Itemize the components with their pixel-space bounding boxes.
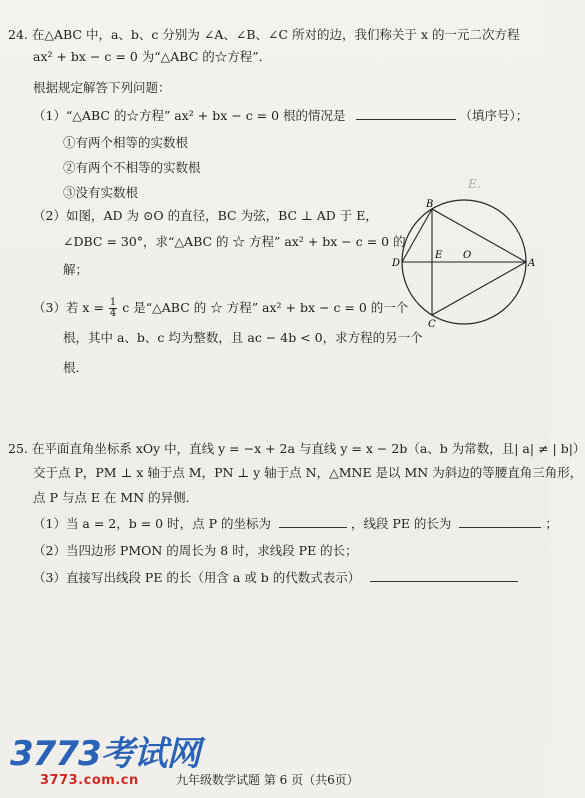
q25-part3-text: （3）直接写出线段 PE 的长（用含 a 或 b 的代数式表示） xyxy=(33,570,361,585)
q24-part1-text: （1）“△ABC 的☆方程” ax² + bx − c = 0 根的情况是 xyxy=(33,108,346,123)
page-footer: 九年级数学试题 第 6 页（共6页） xyxy=(176,773,359,787)
q24-part3-fraction xyxy=(109,298,117,319)
q25-part3-answer-blank[interactable] xyxy=(370,569,518,582)
circle-geometry-figure xyxy=(390,195,542,330)
q25-part3 xyxy=(33,569,518,586)
q24-part3-line2: 根，其中 a、b、c 均为整数，且 ac − 4b < 0，求方程的另一个 xyxy=(63,330,423,345)
q24-stem-line1: 24. 在△ABC 中，a、b、c 分别为 ∠A、∠B、∠C 所对的边，我们称关于 x 的一元二次方程 xyxy=(8,27,520,42)
q25-part1-suffix: ； xyxy=(545,516,558,531)
q24-part3-rest: c 是“△ABC 的 ☆ 方程” ax² + bx − c = 0 的一个 xyxy=(122,300,409,315)
q24-part1 xyxy=(33,107,528,124)
label-c: C xyxy=(428,319,436,330)
q24-option-3: ③没有实数根 xyxy=(63,185,139,200)
q25-point-p-answer-blank[interactable] xyxy=(279,515,347,528)
watermark-url: 3773.com.cn xyxy=(40,773,139,788)
q24-part2-line2: ∠DBC = 30°，求“△ABC 的 ☆ 方程” ax² + bx − c = 0 的 xyxy=(63,234,406,249)
q25-part1-prefix: （1）当 a = 2，b = 0 时，点 P 的坐标为 xyxy=(33,516,271,531)
q24-part1-answer-blank[interactable] xyxy=(356,107,456,120)
q24-stem-line2: ax² + bx − c = 0 为“△ABC 的☆方程”． xyxy=(33,49,272,64)
segment-ca xyxy=(432,262,526,315)
q25-part1-mid: ，线段 PE 的长为 xyxy=(350,516,452,531)
q24-option-2: ②有两个不相等的实数根 xyxy=(63,160,201,175)
faint-bleed-mark: E. xyxy=(468,176,482,191)
q24-part2-line3: 解； xyxy=(63,262,89,277)
watermark-brand: 3773考试网 xyxy=(10,734,200,774)
q25-line1: 25. 在平面直角坐标系 xOy 中，直线 y = −x + 2a 与直线 y = x − 2b（a、b 为常数，且| a| ≠ | b|） xyxy=(8,441,585,456)
label-a: A xyxy=(528,258,536,269)
segment-ba xyxy=(432,209,526,262)
q24-part3-prefix: （3）若 x = xyxy=(33,300,104,315)
q25-line2: 交于点 P，PM ⊥ x 轴于点 M，PN ⊥ y 轴于点 N，△MNE 是以 MN 为斜边的等腰直角三角形， xyxy=(33,465,583,480)
q24-part3-line3: 根． xyxy=(63,360,89,375)
q24-instruction: 根据规定解答下列问题： xyxy=(33,80,171,95)
q25-part2: （2）当四边形 PMON 的周长为 8 时，求线段 PE 的长； xyxy=(33,543,358,558)
q24-option-1: ①有两个相等的实数根 xyxy=(63,135,189,150)
label-d: D xyxy=(392,258,401,269)
watermark-logo xyxy=(10,726,200,788)
label-b: B xyxy=(426,199,434,210)
label-o: O xyxy=(463,250,472,261)
q24-part3-line1 xyxy=(33,298,408,319)
q25-pe-length-answer-blank[interactable] xyxy=(459,515,541,528)
label-e: E xyxy=(435,250,443,261)
q25-part1 xyxy=(33,515,558,532)
fraction-numerator: 1 xyxy=(109,297,117,308)
q25-line3: 点 P 与点 E 在 MN 的异侧． xyxy=(33,490,199,505)
segment-bd xyxy=(402,209,432,262)
q24-part2-line1: （2）如图，AD 为 ⊙O 的直径，BC 为弦，BC ⊥ AD 于 E， xyxy=(33,208,378,223)
fraction-denominator: 4 xyxy=(109,308,117,319)
q24-part1-suffix: （填序号）； xyxy=(459,108,529,123)
